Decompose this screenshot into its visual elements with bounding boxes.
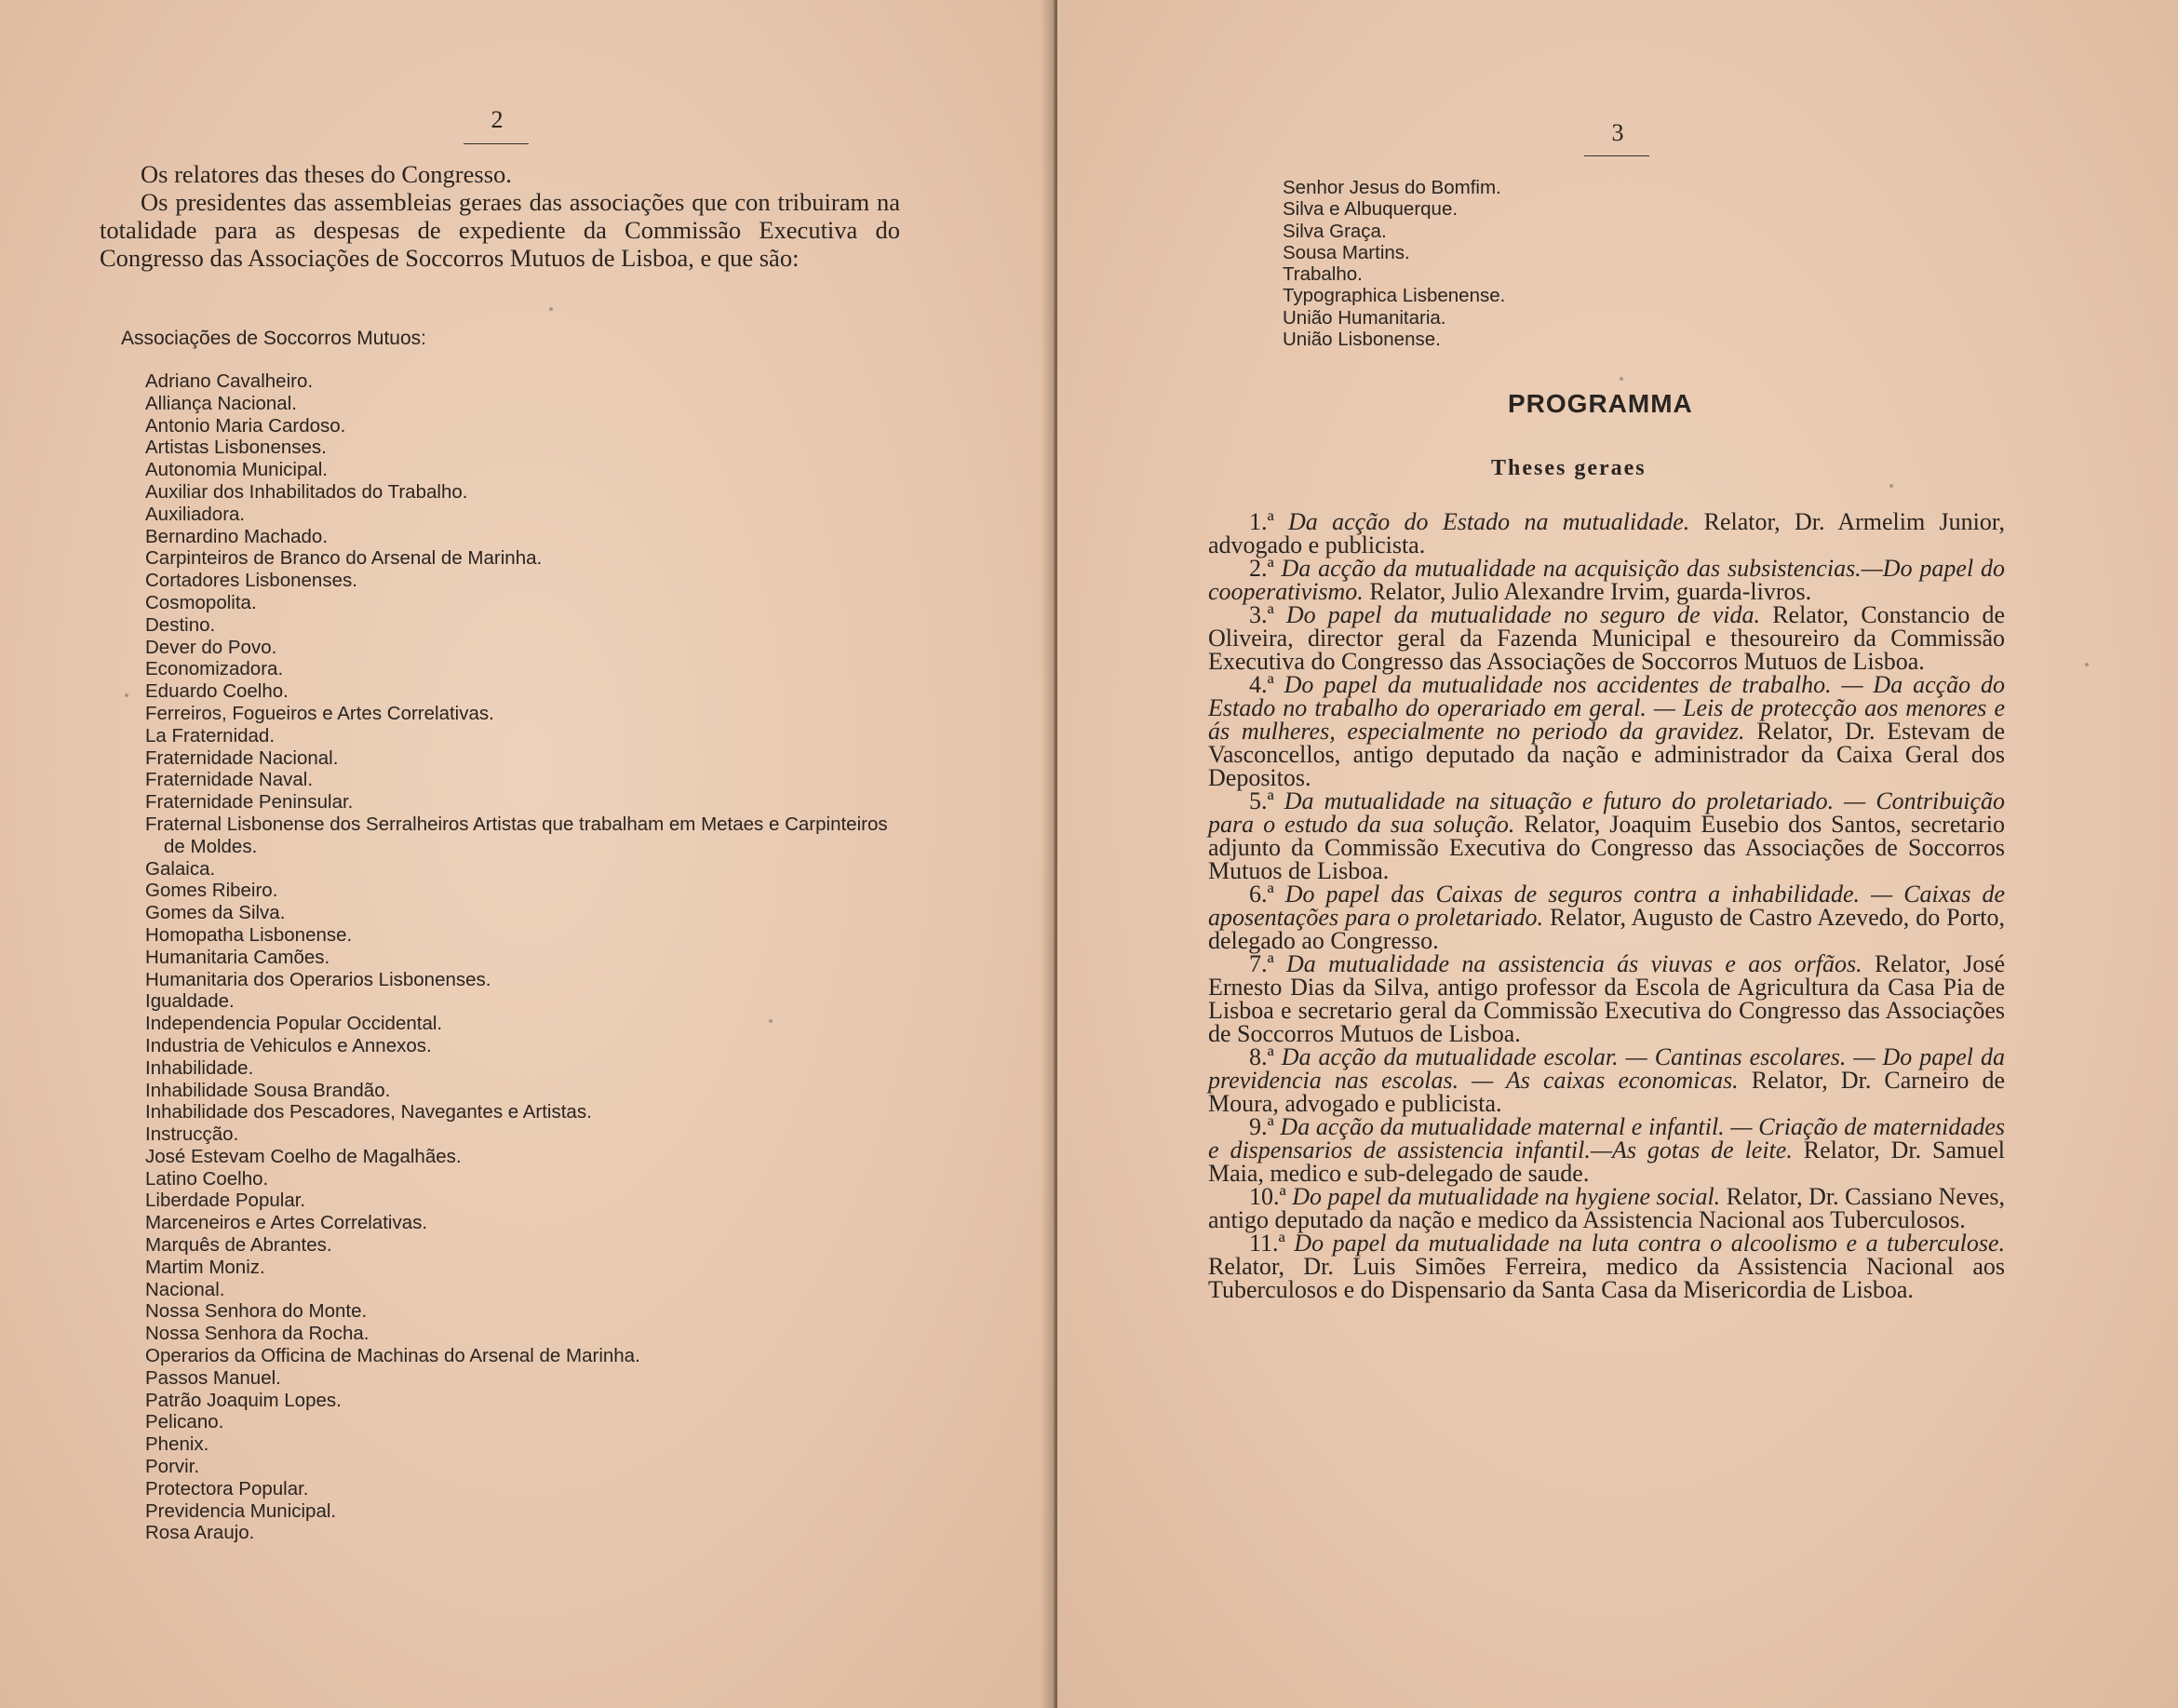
association-item: Homopatha Lisbonense.	[145, 923, 353, 946]
page-number-rule	[464, 143, 529, 144]
association-item: Marquês de Abrantes.	[145, 1234, 332, 1257]
thesis-relator: Relator, Dr. Cassiano Neves, antigo deputado da nação e medico da Assistencia Nacional aos Tuberculosos.	[1208, 1183, 2006, 1233]
association-item: Autonomia Municipal.	[145, 459, 328, 481]
thesis-item	[1208, 1045, 2005, 1115]
thesis-item	[1208, 603, 2005, 673]
association-item: Bernardino Machado.	[145, 525, 329, 547]
thesis-title: Da acção da mutualidade escolar. — Cantinas escolares. — Do papel da previdencia nas escolas. — As caixas economicas.	[1208, 1043, 2006, 1094]
thesis-relator: Relator, Dr. Armelim Junior, advogado e publicista.	[1208, 508, 2006, 558]
association-item: Humanitaria Camões.	[145, 946, 330, 968]
association-item: Previdencia Municipal.	[145, 1500, 337, 1522]
association-item: Liberdade Popular.	[145, 1190, 306, 1212]
section-title: PROGRAMMA	[1508, 389, 1693, 418]
thesis-relator: Relator, Dr. Samuel Maia, medico e sub-delegado de saude.	[1208, 1136, 2006, 1187]
thesis-title: Do papel da mutualidade no seguro de vida.	[1285, 601, 1761, 628]
association-item: Trabalho.	[1283, 263, 1363, 286]
thesis-number: 8.ª	[1249, 1043, 1274, 1070]
thesis-item	[1208, 510, 2005, 557]
association-item: Artistas Lisbonenses.	[145, 437, 327, 459]
association-item: La Fraternidad.	[145, 724, 276, 746]
intro-text	[100, 160, 900, 272]
thesis-number: 6.ª	[1249, 881, 1274, 908]
association-item: Silva Graça.	[1283, 220, 1387, 242]
page-number-rule	[1584, 155, 1649, 156]
association-item: Independencia Popular Occidental.	[145, 1013, 443, 1035]
association-item: Senhor Jesus do Bomfim.	[1283, 177, 1501, 198]
thesis-title: Da mutualidade na assistencia ás viuvas e aos orfãos.	[1286, 950, 1862, 977]
association-item: Humanitaria dos Operarios Lisbonenses.	[145, 968, 491, 990]
association-item: Inhabilidade dos Pescadores, Navegantes e Artistas.	[145, 1101, 592, 1123]
thesis-number: 7.ª	[1249, 950, 1274, 977]
paper-speck	[125, 693, 128, 697]
thesis-item	[1208, 673, 2005, 789]
thesis-item	[1208, 882, 2005, 952]
thesis-item	[1208, 952, 2005, 1045]
thesis-item	[1208, 789, 2005, 882]
subsection-title: Theses geraes	[1491, 456, 1647, 480]
thesis-title: Da mutualidade na situação e futuro do proletariado. — Contribuição para o estudo da sua solução.	[1208, 787, 2006, 838]
association-item: Phenix.	[145, 1433, 209, 1456]
association-item: Nacional.	[145, 1278, 225, 1300]
thesis-relator: Relator, Julio Alexandre Irvim, guarda-livros.	[1369, 578, 1812, 605]
thesis-item	[1208, 1231, 2005, 1301]
association-item: Silva e Albuquerque.	[1283, 198, 1459, 221]
thesis-number: 2.ª	[1249, 555, 1274, 582]
paper-speck	[2085, 663, 2089, 666]
thesis-relator: Relator, Joaquim Eusebio dos Santos, secretario adjunto da Commissão Executiva do Congresso das Associações de Soccorros Mutuos de Lisboa.	[1208, 811, 2006, 884]
thesis-title: Do papel da mutualidade nos accidentes de trabalho. — Da acção do Estado no trabalho do operariado em geral. — Leis de protecção aos menores e ás mulheres, especialmente no periodo da gravidez.	[1208, 671, 2006, 745]
association-item: Cosmopolita.	[145, 591, 257, 613]
page-number: 3	[1611, 119, 1624, 146]
association-item: Auxiliar dos Inhabilitados do Trabalho.	[145, 480, 468, 503]
association-item: Industria de Vehiculos e Annexos.	[145, 1034, 432, 1056]
thesis-title: Do papel da mutualidade na luta contra o alcoolismo e a tuberculose.	[1294, 1230, 2005, 1257]
association-item: Gomes da Silva.	[145, 902, 286, 924]
association-item: Carpinteiros de Branco do Arsenal de Marinha.	[145, 547, 543, 570]
association-item: Auxiliadora.	[145, 503, 246, 525]
thesis-number: 3.ª	[1249, 601, 1274, 628]
thesis-item	[1208, 557, 2005, 603]
association-item: Nossa Senhora da Rocha.	[145, 1323, 370, 1345]
intro-paragraph: Os presidentes das assembleias geraes das associações que con tribuiram na totalidade para as despesas de expediente da Commissão Executiva do Congresso das Associações de Soccorros Mutuos de Lisboa, e que são:	[100, 188, 900, 272]
association-item: Antonio Maria Cardoso.	[145, 414, 346, 437]
thesis-title: Da acção da mutualidade maternal e infantil. — Criação de maternidades e dispensarios de assistencia infantil.—As gotas de leite.	[1208, 1113, 2006, 1163]
thesis-relator: Relator, Constancio de Oliveira, director geral da Fazenda Municipal e thesoureiro da Commissão Executiva do Congresso das Associações de Soccorros Mutuos de Lisboa.	[1208, 601, 2005, 675]
thesis-title: Do papel das Caixas de seguros contra a inhabilidade. — Caixas de aposentações para o proletariado.	[1208, 881, 2005, 931]
association-item: Economizadora.	[145, 658, 284, 680]
association-item: Protectora Popular.	[145, 1477, 309, 1500]
association-item: Dever do Povo.	[145, 636, 277, 658]
thesis-item	[1208, 1115, 2005, 1185]
intro-paragraph: Os relatores das theses do Congresso.	[141, 160, 512, 188]
list-heading: Associações de Soccorros Mutuos:	[121, 328, 426, 349]
association-item: Porvir.	[145, 1456, 200, 1478]
association-item: Passos Manuel.	[145, 1366, 281, 1389]
paper-speck	[1620, 377, 1623, 381]
association-item: Inhabilidade.	[145, 1056, 254, 1079]
association-item: Patrão Joaquim Lopes.	[145, 1389, 342, 1411]
association-item: Typographica Lisbenense.	[1283, 285, 1506, 307]
thesis-relator: Relator, Augusto de Castro Azevedo, do Porto, delegado ao Congresso.	[1208, 904, 2006, 954]
association-item: Marceneiros e Artes Correlativas.	[145, 1212, 428, 1234]
paper-speck	[1889, 484, 1893, 488]
association-list-continued	[1283, 177, 1505, 350]
association-item: Igualdade.	[145, 990, 235, 1013]
thesis-number: 1.ª	[1249, 508, 1274, 535]
association-item: Instrucção.	[145, 1123, 239, 1146]
thesis-title: Da acção da mutualidade na acquisição das subsistencias.—Do papel do cooperativismo.	[1208, 555, 2006, 605]
thesis-number: 9.ª	[1249, 1113, 1274, 1140]
thesis-title: Do papel da mutualidade na hygiene social.	[1292, 1183, 1721, 1210]
thesis-number: 10.ª	[1249, 1183, 1286, 1210]
association-item: Galaica.	[145, 857, 216, 880]
association-item: Rosa Araujo.	[145, 1522, 255, 1544]
association-item: Nossa Senhora do Monte.	[145, 1300, 368, 1323]
association-item: Destino.	[145, 613, 216, 636]
association-item: União Humanitaria.	[1283, 306, 1446, 329]
left-page	[0, 0, 1054, 1708]
association-item: União Lisbonense.	[1283, 329, 1441, 351]
association-item: Sousa Martins.	[1283, 241, 1410, 263]
thesis-relator: Relator, Dr. Estevam de Vasconcellos, antigo deputado da nação e administrador da Caixa Geral dos Depositos.	[1208, 718, 2005, 791]
association-item: Operarios da Officina de Machinas do Arsenal de Marinha.	[145, 1345, 640, 1367]
thesis-relator: Relator, Dr. Carneiro de Moura, advogado e publicista.	[1208, 1067, 2005, 1117]
association-list	[145, 370, 908, 1544]
association-item: Inhabilidade Sousa Brandão.	[145, 1079, 391, 1101]
association-item: Martim Moniz.	[145, 1256, 265, 1278]
paper-speck	[769, 1019, 773, 1023]
association-item: José Estevam Coelho de Magalhães.	[145, 1145, 462, 1167]
thesis-number: 4.ª	[1249, 671, 1274, 698]
association-item: Fraternidade Nacional.	[145, 746, 339, 769]
paper-speck	[549, 307, 553, 311]
association-item: Gomes Ribeiro.	[145, 880, 278, 902]
thesis-title: Da acção do Estado na mutualidade.	[1288, 508, 1690, 535]
theses-list	[1208, 510, 2005, 1301]
association-item: Fraternidade Naval.	[145, 769, 314, 791]
association-item: Ferreiros, Fogueiros e Artes Correlativas.	[145, 702, 494, 724]
association-item: Cortadores Lisbonenses.	[145, 570, 357, 592]
thesis-number: 5.ª	[1249, 787, 1274, 814]
association-item: Alliança Nacional.	[145, 392, 297, 414]
association-item: Latino Coelho.	[145, 1167, 269, 1190]
thesis-number: 11.ª	[1249, 1230, 1285, 1257]
thesis-relator: Relator, José Ernesto Dias da Silva, antigo professor da Escola de Agricultura da Casa Pia de Lisboa e secretario geral da Commissão Executiva do Congresso das Associações de Soccorros Mutuos de Lisboa.	[1208, 950, 2006, 1047]
association-item: Fraternal Lisbonense dos Serralheiros Artistas que trabalham em Metaes e Carpinteiros de Moldes.	[145, 813, 888, 857]
page-number: 2	[491, 106, 504, 133]
association-item: Pelicano.	[145, 1411, 224, 1433]
association-item: Eduardo Coelho.	[145, 680, 289, 703]
thesis-item	[1208, 1185, 2005, 1231]
association-item: Fraternidade Peninsular.	[145, 791, 354, 814]
thesis-relator: Relator, Dr. Luis Simões Ferreira, medico da Assistencia Nacional aos Tuberculosos e do Dispensario da Santa Casa da Misericordia de Lisboa.	[1208, 1253, 2005, 1303]
association-item: Adriano Cavalheiro.	[145, 370, 314, 392]
